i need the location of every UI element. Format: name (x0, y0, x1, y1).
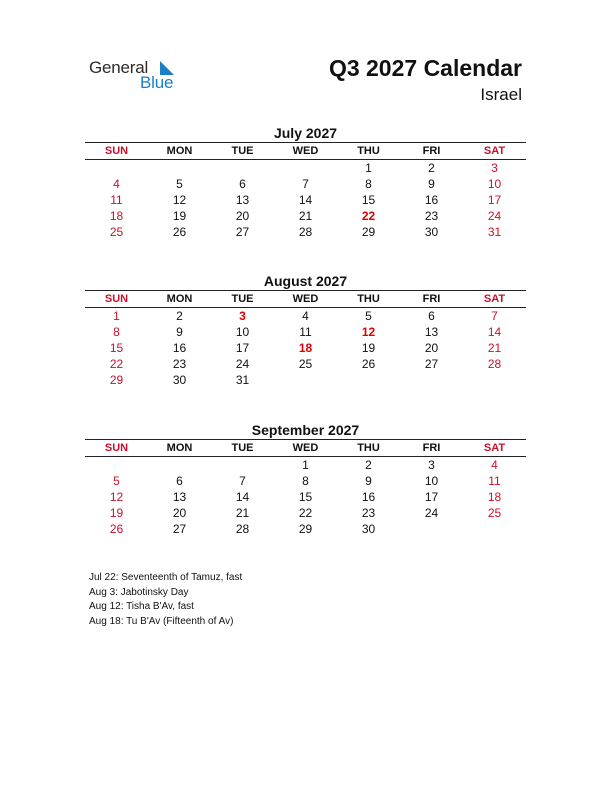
day-cell: 30 (361, 522, 376, 536)
empty-day-cell (211, 457, 274, 473)
empty-day-cell (85, 160, 148, 176)
day-cell: 17 (235, 341, 250, 355)
month-august (85, 273, 526, 388)
empty-day-cell (85, 457, 148, 473)
day-cell: 5 (176, 177, 183, 191)
weekday-label-sun: SUN (104, 145, 129, 157)
holiday-note: Aug 18: Tu B'Av (Fifteenth of Av) (89, 615, 234, 627)
day-cell: 14 (487, 325, 502, 339)
day-cell: 16 (361, 490, 376, 504)
day-cell: 12 (109, 490, 124, 504)
day-grid (85, 160, 526, 240)
weekday-label-mon: MON (166, 145, 193, 157)
day-cell: 18 (109, 209, 124, 223)
day-cell: 5 (113, 474, 120, 488)
day-cell: 28 (235, 522, 250, 536)
day-cell: 27 (424, 357, 439, 371)
day-cell: 11 (299, 325, 312, 339)
day-cell: 6 (239, 177, 246, 191)
weekday-label-fri: FRI (422, 293, 441, 305)
month-title: July 2027 (273, 125, 338, 141)
day-cell: 17 (487, 193, 502, 207)
weekday-label-sat: SAT (483, 293, 506, 305)
weekday-label-thu: THU (357, 442, 380, 454)
day-cell: 19 (172, 209, 187, 223)
weekday-label-tue: TUE (231, 293, 254, 305)
day-cell: 20 (424, 341, 439, 355)
day-cell: 9 (428, 177, 435, 191)
day-cell: 28 (298, 225, 313, 239)
month-title: August 2027 (263, 273, 348, 289)
day-cell: 7 (239, 474, 246, 488)
day-cell: 29 (298, 522, 313, 536)
empty-day-cell (211, 160, 274, 176)
day-cell: 31 (235, 373, 250, 387)
day-cell: 1 (365, 161, 372, 175)
day-cell: 4 (302, 309, 309, 323)
holiday-day-cell: 12 (361, 325, 376, 339)
day-cell: 4 (491, 458, 498, 472)
day-cell: 15 (361, 193, 376, 207)
weekday-label-mon: MON (166, 293, 193, 305)
day-cell: 19 (109, 506, 124, 520)
weekday-label-thu: THU (357, 293, 380, 305)
day-cell: 10 (487, 177, 502, 191)
day-cell: 21 (235, 506, 250, 520)
day-cell: 2 (428, 161, 435, 175)
day-cell: 9 (176, 325, 183, 339)
day-cell: 23 (361, 506, 376, 520)
logo-word-general: General (89, 58, 149, 77)
day-cell: 5 (365, 309, 372, 323)
day-cell: 3 (491, 161, 498, 175)
day-cell: 28 (487, 357, 502, 371)
day-cell: 30 (424, 225, 439, 239)
weekday-label-mon: MON (166, 442, 193, 454)
day-cell: 10 (424, 474, 439, 488)
day-cell: 2 (176, 309, 183, 323)
day-cell: 25 (487, 506, 502, 520)
day-cell: 15 (109, 341, 124, 355)
day-cell: 6 (428, 309, 435, 323)
day-cell: 26 (109, 522, 124, 536)
day-cell: 20 (235, 209, 250, 223)
day-cell: 15 (298, 490, 313, 504)
day-cell: 21 (298, 209, 313, 223)
day-cell: 16 (424, 193, 439, 207)
holiday-notes (89, 571, 242, 629)
day-cell: 23 (172, 357, 187, 371)
day-cell: 3 (428, 458, 435, 472)
month-july (85, 125, 526, 240)
day-cell: 16 (172, 341, 187, 355)
weekday-label-wed: WED (292, 442, 319, 454)
day-cell: 10 (235, 325, 250, 339)
day-cell: 24 (487, 209, 502, 223)
holiday-note: Jul 22: Seventeenth of Tamuz, fast (89, 572, 243, 583)
day-cell: 18 (487, 490, 502, 504)
weekday-label-thu: THU (357, 145, 380, 157)
weekday-label-wed: WED (292, 293, 319, 305)
empty-day-cell (148, 160, 211, 176)
weekday-header (85, 290, 526, 308)
weekday-label-wed: WED (292, 145, 319, 157)
weekday-label-sun: SUN (104, 442, 129, 454)
day-cell: 13 (424, 325, 439, 339)
weekday-label-sat: SAT (483, 145, 506, 157)
day-cell: 21 (487, 341, 502, 355)
country-name: Israel (480, 85, 522, 104)
day-cell: 12 (172, 193, 187, 207)
holiday-note: Aug 3: Jabotinsky Day (89, 586, 189, 598)
day-cell: 29 (361, 225, 376, 239)
day-cell: 26 (361, 357, 376, 371)
month-september (85, 422, 526, 537)
weekday-header (85, 439, 526, 457)
day-cell: 1 (113, 309, 120, 323)
weekday-label-tue: TUE (231, 442, 254, 454)
day-cell: 14 (235, 490, 250, 504)
day-cell: 27 (235, 225, 250, 239)
weekday-label-sat: SAT (483, 442, 506, 454)
day-cell: 6 (176, 474, 183, 488)
weekday-header (85, 142, 526, 160)
day-grid (85, 308, 526, 388)
weekday-label-tue: TUE (231, 145, 254, 157)
day-cell: 23 (424, 209, 439, 223)
day-cell: 11 (488, 474, 501, 488)
day-cell: 4 (113, 177, 120, 191)
day-cell: 19 (361, 341, 376, 355)
day-cell: 31 (487, 225, 502, 239)
day-cell: 26 (172, 225, 187, 239)
day-cell: 1 (302, 458, 309, 472)
day-cell: 22 (109, 357, 124, 371)
logo-word-blue: Blue (140, 73, 174, 92)
day-cell: 30 (172, 373, 187, 387)
holiday-day-cell: 3 (239, 309, 246, 323)
day-cell: 24 (424, 506, 439, 520)
day-cell: 27 (172, 522, 187, 536)
day-cell: 13 (172, 490, 187, 504)
page-title: Q3 2027 Calendar (328, 55, 522, 81)
day-cell: 8 (365, 177, 372, 191)
holiday-day-cell: 18 (298, 341, 313, 355)
holiday-day-cell: 22 (361, 209, 376, 223)
day-cell: 14 (298, 193, 313, 207)
weekday-label-fri: FRI (422, 145, 441, 157)
day-cell: 25 (298, 357, 313, 371)
day-cell: 29 (109, 373, 124, 387)
month-title: September 2027 (251, 422, 360, 438)
day-cell: 20 (172, 506, 187, 520)
empty-day-cell (148, 457, 211, 473)
day-cell: 22 (298, 506, 313, 520)
day-cell: 9 (365, 474, 372, 488)
day-cell: 25 (109, 225, 124, 239)
day-grid (85, 457, 526, 537)
weekday-label-fri: FRI (422, 442, 441, 454)
weekday-label-sun: SUN (104, 293, 129, 305)
day-cell: 11 (110, 193, 123, 207)
day-cell: 8 (302, 474, 309, 488)
day-cell: 8 (113, 325, 120, 339)
empty-day-cell (274, 160, 337, 176)
holiday-note: Aug 12: Tisha B'Av, fast (89, 601, 194, 612)
day-cell: 7 (491, 309, 498, 323)
day-cell: 13 (235, 193, 250, 207)
day-cell: 7 (302, 177, 309, 191)
day-cell: 2 (365, 458, 372, 472)
day-cell: 17 (424, 490, 439, 504)
day-cell: 24 (235, 357, 250, 371)
generalblue-logo (89, 58, 199, 94)
